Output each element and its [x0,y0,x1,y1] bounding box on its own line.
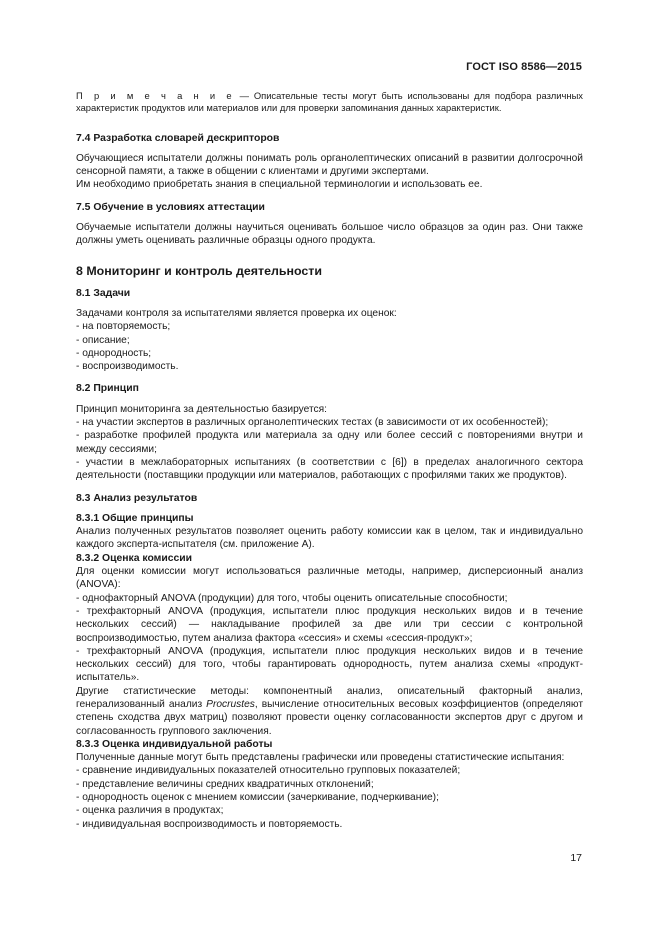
section-8-3-3-intro: Полученные данные могут быть представлены графически или проведены статистические испытания: [76,752,565,764]
section-8-3-3-title: 8.3.3 Оценка индивидуальной работы [76,738,273,750]
section-8-3-2-paragraph [76,685,583,738]
note-text: — Описательные тесты могут быть использованы для подбора различных характеристик продуктов или материалов или для проверки запоминания данных характеристик. [76,90,583,114]
section-8-1-title: 8.1 Задачи [76,287,131,299]
section-8-2-title: 8.2 Принцип [76,383,139,395]
section-8-1-intro: Задачами контроля за испытателями является проверка их оценок: [76,307,397,319]
list-item: - на повторяемость; [76,321,171,333]
list-item: - трехфакторный ANOVA (продукция, испытатели плюс продукция нескольких видов и в течение нескольких сессий) — накладывание профилей за две или три сессии с контрольной воспроизводимостью, путем анализа фактора «сессия» и схемы «сессия-продукт»; [76,605,583,644]
page-content [76,90,583,831]
emphasis-procrustes: Procrustes [206,698,255,710]
list-item: - участии в межлабораторных испытаниях (в соответствии с [6]) в пределах аналогичного сектора деятельности (поставщики продукции или материалов, работающих с профилями таких же продуктов). [76,456,583,482]
section-8-3-1-title: 8.3.1 Общие принципы [76,512,194,524]
list-item: - индивидуальная воспроизводимость и повторяемость. [76,818,343,830]
list-item: - оценка различия в продуктах; [76,805,224,817]
note-block [76,90,583,115]
list-item: - воспроизводимость. [76,361,179,373]
text-run: Другие статистические методы: компонентный анализ, описательный факторный анализ, генерализованный анализ [76,685,583,710]
note-label: П р и м е ч а н и е [76,90,235,101]
section-8-3-2-title: 8.3.2 Оценка комиссии [76,552,193,564]
section-8-3-1-paragraph: Анализ полученных результатов позволяет оценить работу комиссии как в целом, так и индивидуально каждого эксперта-испытателя (см. приложение А). [76,526,583,551]
list-item: - представление величины средних квадратичных отклонений; [76,778,374,790]
section-8-3-title: 8.3 Анализ результатов [76,492,198,504]
list-item: - описание; [76,334,130,346]
list-item: - однородность оценок с мнением комиссии (зачеркивание, подчеркивание); [76,792,439,804]
section-7-5-title: 7.5 Обучение в условиях аттестации [76,201,265,213]
section-7-5-paragraph-1: Обучаемые испытатели должны научиться оценивать большое число образцов за один раз. Они также должны уметь оценивать различные образцы одного продукта. [76,222,583,247]
document-header: ГОСТ ISO 8586—2015 [466,61,582,73]
section-7-4-paragraph-1: Обучающиеся испытатели должны понимать роль органолептических описаний в развитии долгосрочной сенсорной памяти, а также в общении с клиентами и другими экспертами. [76,152,583,178]
list-item: - сравнение индивидуальных показателей относительно групповых показателей; [76,765,461,777]
section-7-4-title: 7.4 Разработка словарей дескрипторов [76,132,280,144]
note-paragraph [76,90,583,115]
list-item: - разработке профилей продукта или материала за одну или более сессий с повторениями внутри и между сессиями; [76,430,583,455]
section-8-2-intro: Принцип мониторинга за деятельностью базируется: [76,403,327,415]
section-8-3-2-intro: Для оценки комиссии могут использоваться различные методы, например, дисперсионный анализ (ANOVA): [76,566,583,591]
list-item: - однофакторный ANOVA (продукции) для того, чтобы оценить описательные способности; [76,592,508,604]
section-8-title: 8 Мониторинг и контроль деятельности [76,263,322,278]
section-7-4-paragraph-2: Им необходимо приобретать знания в специальной терминологии и использовать ее. [76,179,483,191]
list-item: - на участии экспертов в различных органолептических тестах (в зависимости от их особенностей); [76,417,549,429]
text-run: , вычисление относительных весовых коэффициентов (определяют степень сходства двух матриц) позволяют провести оценку согласованности экспертов друг с другом и согласованность группового заключения. [76,698,583,737]
list-item: - однородность; [76,347,152,359]
page-number: 17 [570,852,582,864]
list-item: - трехфакторный ANOVA (продукция, испытатели плюс продукция нескольких видов и в течение нескольких сессий) для того, чтобы гарантировать однородность, путем анализа схемы «продукт-испытатель». [76,645,583,684]
